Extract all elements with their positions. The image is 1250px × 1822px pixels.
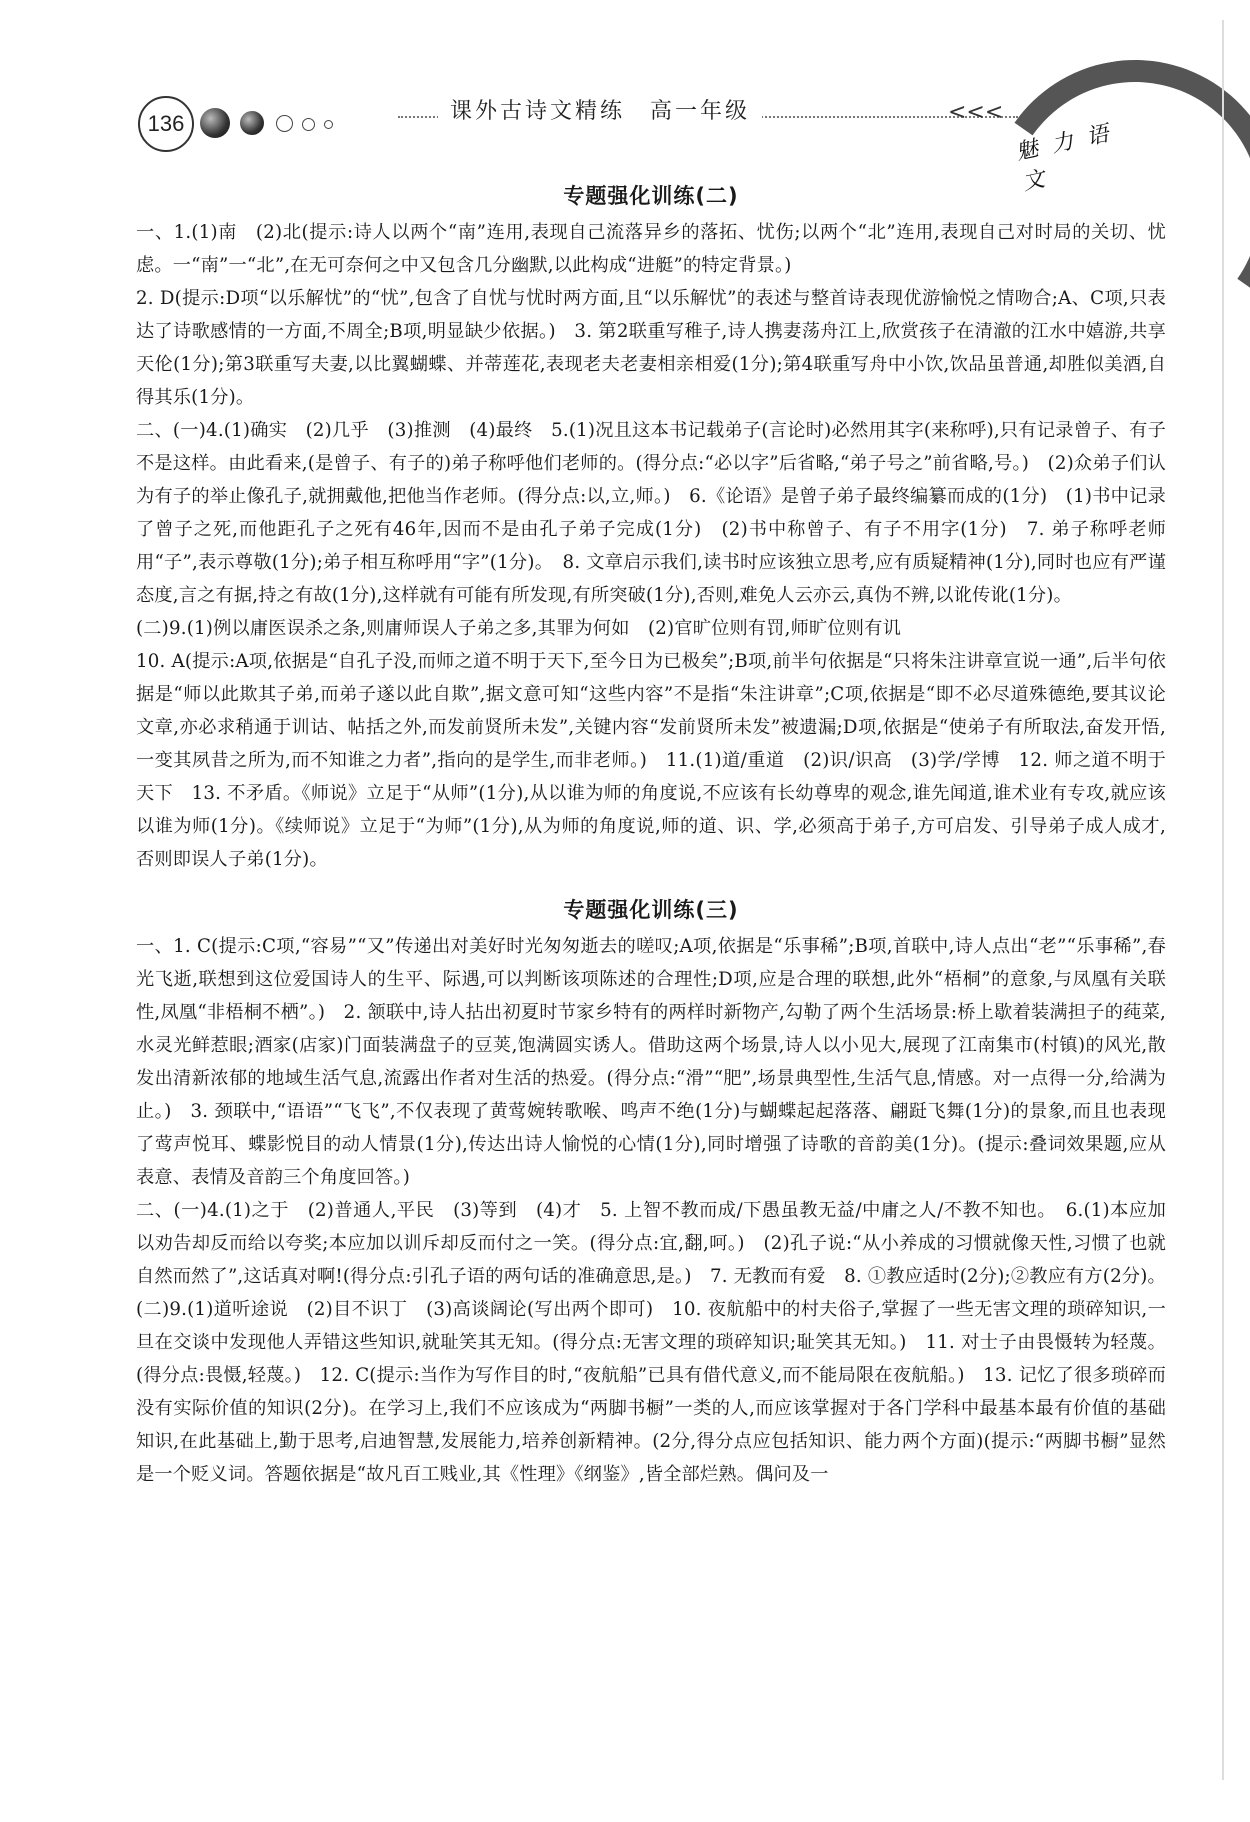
answer-paragraph: 10. A(提示:A项,依据是“自孔子没,而师之道不明于天下,至今日为已极矣”;B项,前半句依据是“只将朱注讲章宣说一通”,后半句依据是“师以此欺其子弟,而弟子遂以此自欺”,据文意可知“这些内容”不是指“朱注讲章”;C项,依据是“即不必尽道殊德绝,要其议论文章,亦必求稍通于训诂、帖括之外,而发前贤所未发”,关键内容“发前贤所未发”被遗漏;D项,依据是“使弟子有所取法,奋发开悟,一变其夙昔之所为,而不知谁之力者”,指向的是学生,而非老师。) 11.(1)道/重道 (2)识/识高 (3)学/学博 12. 师之道不明于天下 13. 不矛盾。《师说》立足于“从师”(1分),从以谁为师的角度说,不应该有长幼尊卑的观念,谁先闻道,谁术业有专攻,就应该以谁为师(1分)。《续师说》立足于“为师”(1分),从为师的角度说,师的道、识、学,必须高于弟子,方可启发、引导弟子成人成才,否则即误人子弟(1分)。 (136, 651, 1166, 870)
page-edge-rule (1222, 20, 1224, 1780)
section-2 (136, 180, 1166, 876)
answer-paragraph: (二)9.(1)例以庸医误杀之条,则庸师误人子弟之多,其罪为何如 (2)官旷位则有罚,师旷位则有讥 (136, 618, 901, 639)
section-title: 专题强化训练(三) (563, 898, 739, 922)
section-3 (136, 894, 1166, 1491)
answer-paragraph: 二、(一)4.(1)之于 (2)普通人,平民 (3)等到 (4)才 5. 上智不教而成/下愚虽教无益/中庸之人/不教不知也。 6.(1)本应加以劝告却反而给以夸奖;本应加以训斥却反而付之一笑。(得分点:宜,翻,呵。) (2)孔子说:“从小养成的习惯就像天性,习惯了也就自然而然了”,这话真对啊!(得分点:引孔子语的两句话的准确意思,是。) 7. 无教而有爱 8. ①教应适时(2分);②教应有方(2分)。 (136, 1200, 1166, 1287)
brand-label: 魅力语文 (1013, 118, 1125, 196)
answer-paragraph: 二、(一)4.(1)确实 (2)几乎 (3)推测 (4)最终 5.(1)况且这本书记载弟子(言论时)必然用其字(来称呼),只有记录曾子、有子不是这样。由此看来,(是曾子、有子的)弟子称呼他们老师的。(得分点:“必以字”后省略,“弟子号之”前省略,号。) (2)众弟子们认为有子的举止像孔子,就拥戴他,把他当作老师。(得分点:以,立,师。) 6.《论语》是曾子弟子最终编纂而成的(1分) (1)书中记录了曾子之死,而他距孔子之死有46年,因而不是由孔子弟子完成(1分) (2)书中称曾子、有子不用字(1分) 7. 弟子称呼老师用“子”,表示尊敬(1分);弟子相互称呼用“字”(1分)。 8. 文章启示我们,读书时应该独立思考,应有质疑精神(1分),同时也应有严谨态度,言之有据,持之有故(1分),这样就有可能有所发现,有所突破(1分),否则,难免人云亦云,真伪不辨,以讹传讹(1分)。 (136, 420, 1166, 606)
answer-paragraph: (二)9.(1)道听途说 (2)目不识丁 (3)高谈阔论(写出两个即可) 10. 夜航船中的村夫俗子,掌握了一些无害文理的琐碎知识,一旦在交谈中发现他人弄错这些知识,就耻笑其无知。(得分点:无害文理的琐碎知识;耻笑其无知。) 11. 对士子由畏慑转为轻蔑。(得分点:畏慑,轻蔑。) 12. C(提示:当作为写作目的时,“夜航船”已具有借代意义,而不能局限在夜航船。) 13. 记忆了很多琐碎而没有实际价值的知识(2分)。在学习上,我们不应该成为“两脚书橱”一类的人,而应该掌握对于各门学科中最基本最有价值的基础知识,在此基础上,勤于思考,启迪智慧,发展能力,培养创新精神。(2分,得分点应包括知识、能力两个方面)(提示:“两脚书橱”显然是一个贬义词。答题依据是“故凡百工贱业,其《性理》《纲鉴》,皆全部烂熟。偶问及一 (136, 1299, 1166, 1485)
answer-content (136, 180, 1166, 1491)
answer-paragraph: 一、1. C(提示:C项,“容易”“又”传递出对美好时光匆匆逝去的嗟叹;A项,依据是“乐事稀”;B项,首联中,诗人点出“老”“乐事稀”,春光飞逝,联想到这位爱国诗人的生平、际遇,可以判断该项陈述的合理性;D项,应是合理的联想,此外“梧桐”的意象,与凤凰有关联性,凤凰“非梧桐不栖”。) 2. 颔联中,诗人拈出初夏时节家乡特有的两样时新物产,勾勒了两个生活场景:桥上歇着装满担子的莼菜,水灵光鲜惹眼;酒家(店家)门面装满盘子的豆荚,饱满圆实诱人。借助这两个场景,诗人以小见大,展现了江南集市(村镇)的风光,散发出清新浓郁的地域生活气息,流露出作者对生活的热爱。(得分点:“滑”“肥”,场景典型性,生活气息,情感。对一点得一分,给满为止。) 3. 颈联中,“语语”“飞飞”,不仅表现了黄莺婉转歌喉、鸣声不绝(1分)与蝴蝶起起落落、翩跹飞舞(1分)的景象,而且也表现了莺声悦耳、蝶影悦目的动人情景(1分),传达出诗人愉悦的心情(1分),同时增强了诗歌的音韵美(1分)。(提示:叠词效果题,应从表意、表情及音韵三个角度回答。) (136, 936, 1166, 1188)
chevrons-icon: <<< (948, 100, 1004, 125)
page-number: 136 (138, 96, 194, 152)
section-title: 专题强化训练(二) (563, 184, 739, 208)
answer-paragraph: 2. D(提示:D项“以乐解忧”的“忧”,包含了自忧与忧时两方面,且“以乐解忧”的表述与整首诗表现优游愉悦之情吻合;A、C项,只表达了诗歌感情的一方面,不周全;B项,明显缺少依据。) 3. 第2联重写稚子,诗人携妻荡舟江上,欣赏孩子在清澈的江水中嬉游,共享天伦(1分);第3联重写夫妻,以比翼蝴蝶、并蒂莲花,表现老夫老妻相亲相爱(1分);第4联重写舟中小饮,饮品虽普通,却胜似美酒,自得其乐(1分)。 (136, 288, 1166, 408)
book-title: 课外古诗文精练 高一年级 (438, 94, 762, 125)
answer-paragraph: 一、1.(1)南 (2)北(提示:诗人以两个“南”连用,表现自己流落异乡的落拓、忧伤;以两个“北”连用,表现自己对时局的关切、忧虑。一“南”一“北”,在无可奈何之中又包含几分幽默,以此构成“进艇”的特定背景。) (136, 222, 1166, 276)
